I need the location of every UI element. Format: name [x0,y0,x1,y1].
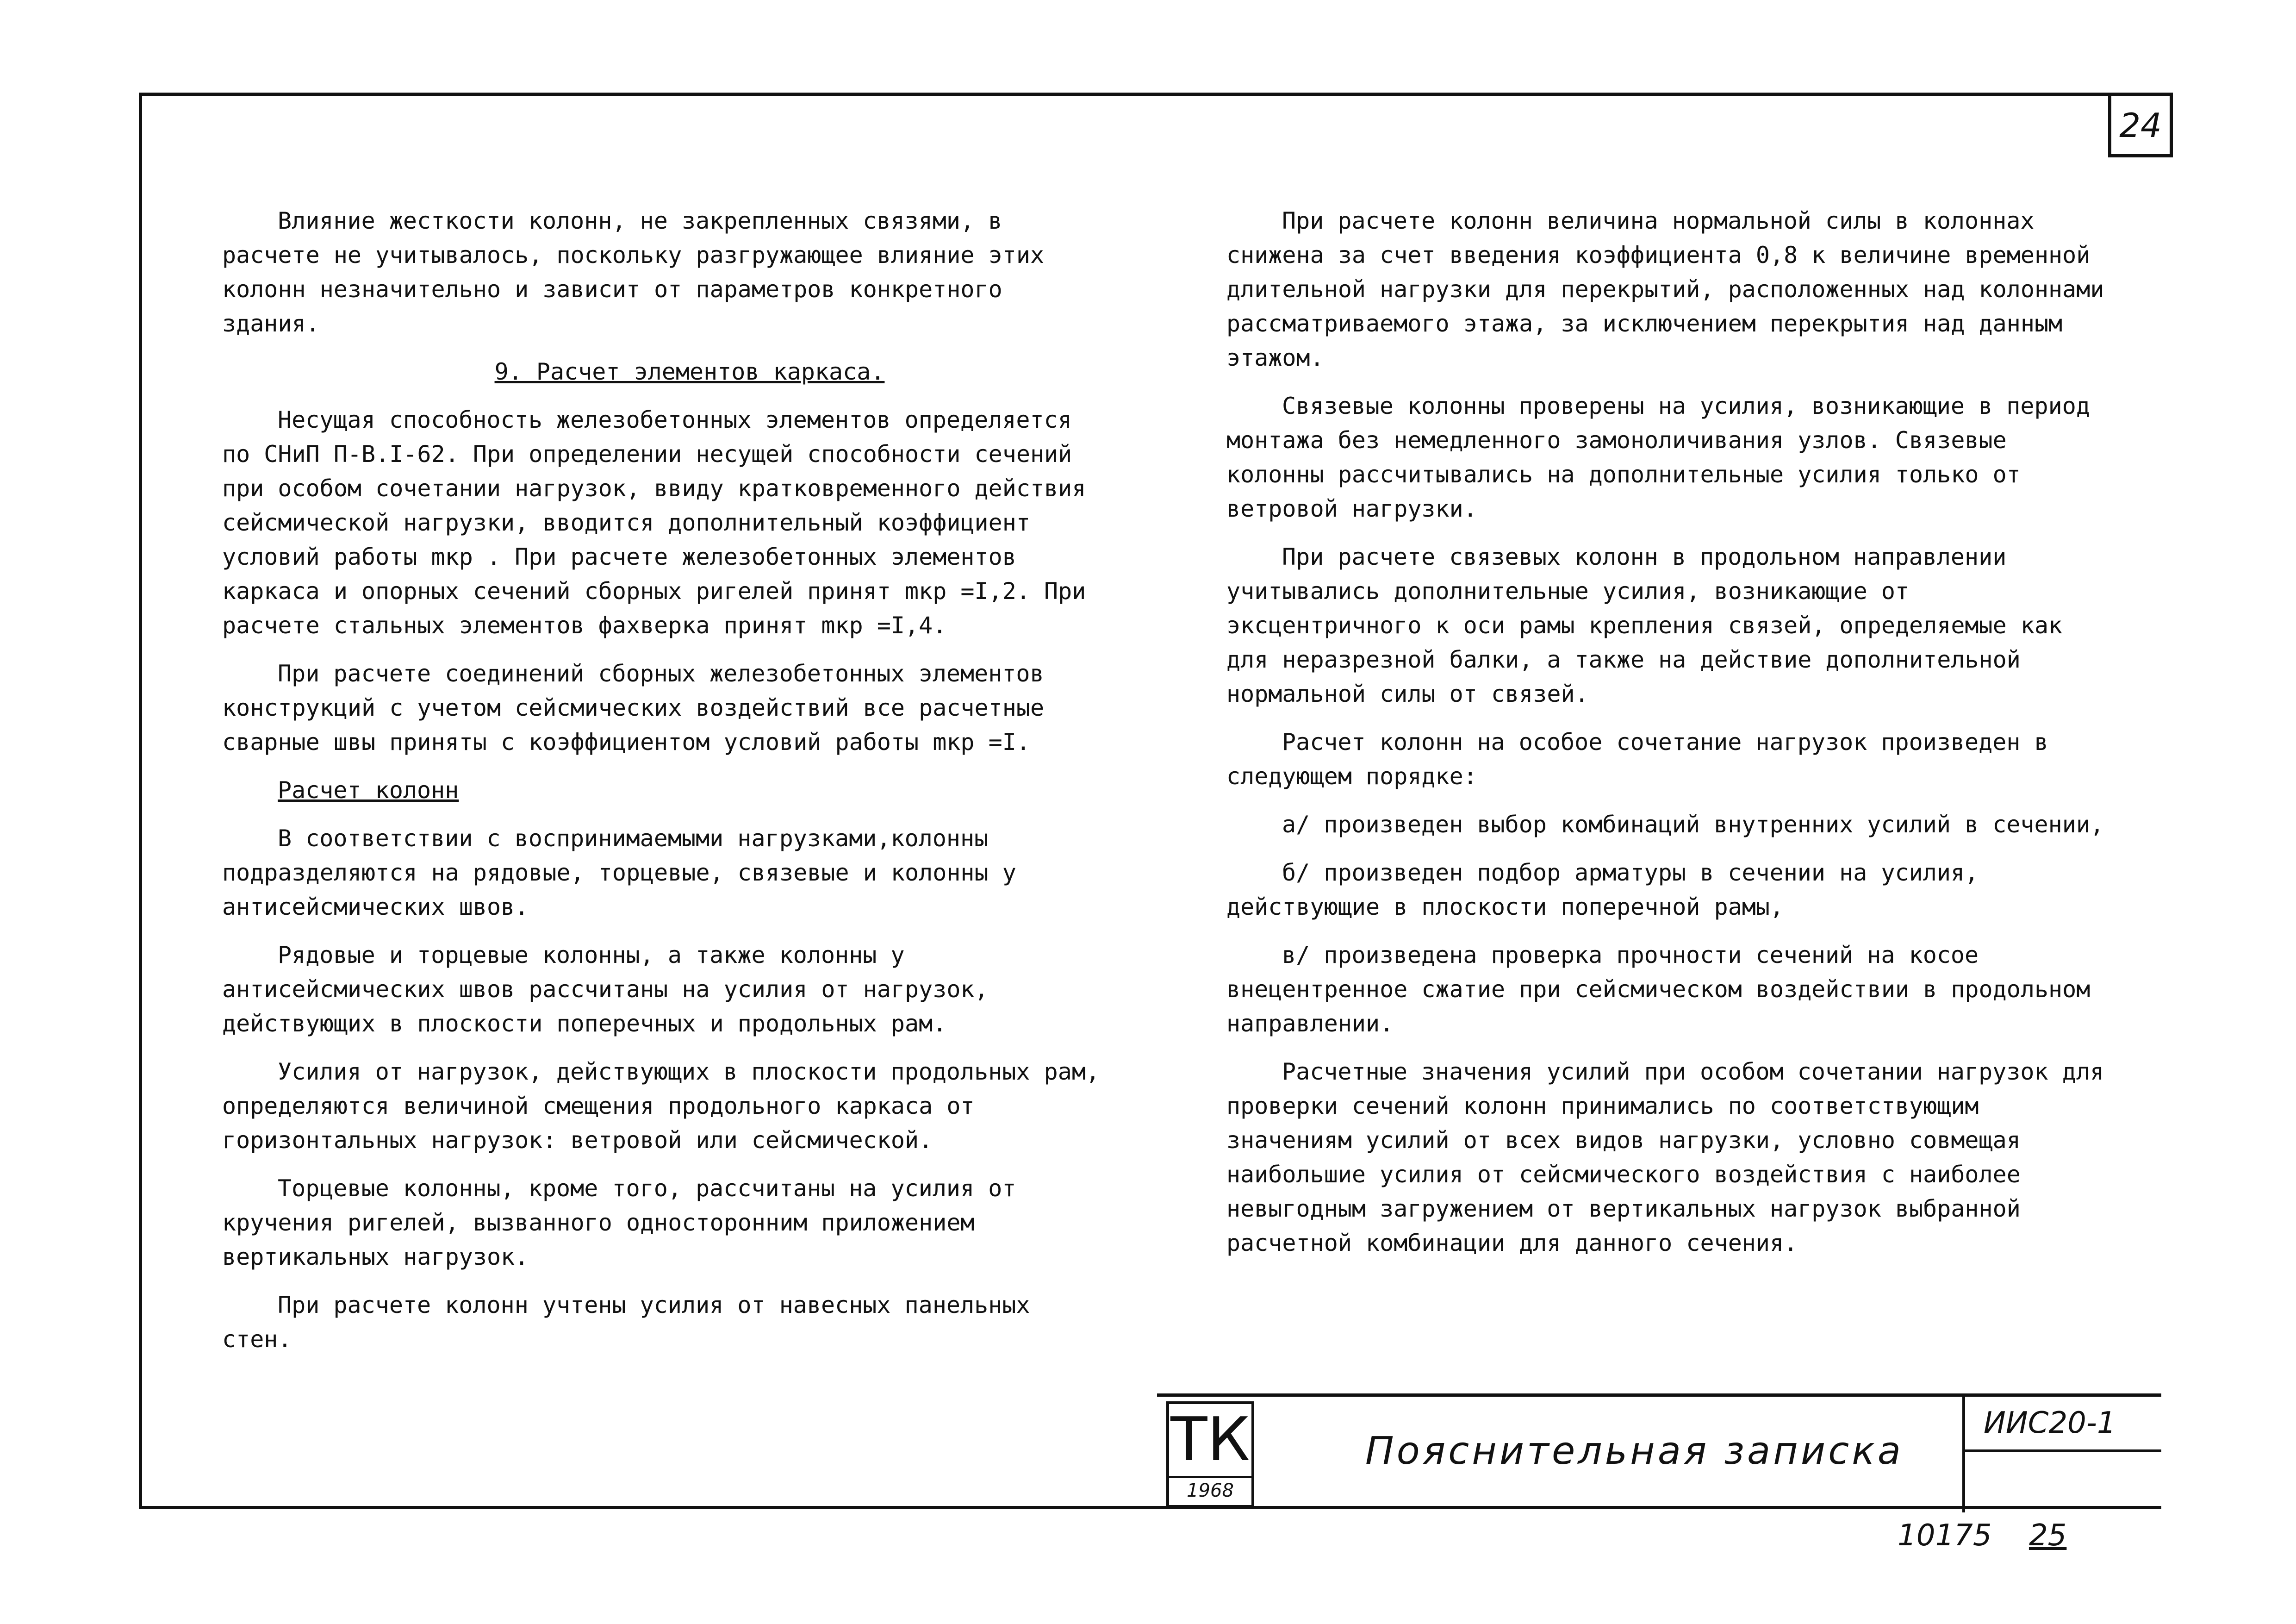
list-item: в/ произведена проверка прочности сечений на косое внецентренное сжатие при сейсмическом воздействии в продольном направлении. [1226,942,2091,1037]
paragraph: В соответствии с воспринимаемыми нагрузками,колонны подразделяются на рядовые, торцевые, связевые и колонны у антисейсмических швов. [222,825,1016,920]
document-code: ИИС20-1 [1984,1406,2116,1440]
paragraph: При расчете колонн учтены усилия от навесных панельных стен. [222,1292,1030,1353]
sheet-number: 24 [2108,93,2173,157]
list-item: б/ произведен подбор арматуры в сечении на усилия, действующие в плоскости поперечной рамы, [1226,859,1979,920]
paragraph: При расчете колонн величина нормальной силы в колоннах снижена за счет введения коэффициента 0,8 к величине временной длительной нагрузки для перекрытий, расположенных над колоннами рассматриваемого этажа, за исключением перекрытия над данным этажом. [1226,207,2104,371]
paragraph: При расчете соединений сборных железобетонных элементов конструкций с учетом сейсмических воздействий все расчетные сварные швы приняты с коэффициентом условий работы mкр =I. [222,660,1045,756]
code-cell [1962,1397,2161,1452]
archive-number: 10175 [1898,1518,1992,1553]
paragraph: Торцевые колонны, кроме того, рассчитаны на усилия от кручения ригелей, вызванного односторонним приложением вертикальных нагрузок. [222,1175,1016,1270]
paragraph: Расчет колонн на особое сочетание нагрузок произведен в следующем порядке: [1226,729,2048,790]
subsection-heading: Расчет колонн [278,777,459,804]
paragraph: Связевые колонны проверены на усилия, возникающие в период монтажа без немедленного замоноличивания узлов. Связевые колонны рассчитывались на дополнительные усилия только от ветровой нагрузки. [1226,393,2090,522]
logo-year: 1968 [1169,1476,1251,1501]
paragraph: Несущая способность железобетонных элементов определяется по СНиП П-В.I-62. При определении несущей способности сечений при особом сочетании нагрузок, ввиду кратковременного действия сейсмической нагрузки, вводится дополнительный коэффициент условий работы mкр . При расчете железобетонных элементов каркаса и опорных сечений сборных ригелей принят mкр =I,2. При расчете стальных элементов фахверка принят mкр =I,4. [222,406,1086,639]
paragraph: Расчетные значения усилий при особом сочетании нагрузок для проверки сечений колонн принимались по соответствующим значениям усилий от всех видов нагрузки, условно совмещая наибольшие усилия от сейсмического воздействия с наиболее невыгодным загружением от вертикальных нагрузок выбранной расчетной комбинации для данного сечения. [1226,1058,2104,1256]
list-item: а/ произведен выбор комбинаций внутренних усилий в сечении, [1282,811,2104,838]
paragraph: Рядовые и торцевые колонны, а также колонны у антисейсмических швов рассчитаны на усилия от нагрузок, действующих в плоскости поперечных и продольных рам. [222,942,989,1037]
paragraph: При расчете связевых колонн в продольном направлении учитывались дополнительные усилия, возникающие от эксцентричного к оси рамы крепления связей, определяемые как для неразрезной балки, а также на действие дополнительной нормальной силы от связей. [1226,543,2063,707]
section-heading: 9. Расчет элементов каркаса. [494,358,885,385]
footer-numbers [1898,1518,2094,1553]
paragraph: Влияние жесткости колонн, не закрепленных связями, в расчете не учитывалось, поскольку разгружающее влияние этих колонн незначительно и зависит от параметров конкретного здания. [222,207,1045,337]
paragraph: Усилия от нагрузок, действующих в плоскости продольных рам, определяются величиной смещения продольного каркаса от горизонтальных нагрузок: ветровой или сейсмической. [222,1058,1100,1154]
empty-cell [1962,1452,2161,1512]
left-column [222,204,1101,1370]
document-title: Пояснительная записка [1365,1429,1904,1473]
title-block [1157,1393,2161,1509]
right-column [1226,204,2115,1274]
page-number: 25 [2028,1518,2067,1553]
org-logo [1166,1401,1254,1508]
logo-letters: ТК [1170,1404,1250,1474]
